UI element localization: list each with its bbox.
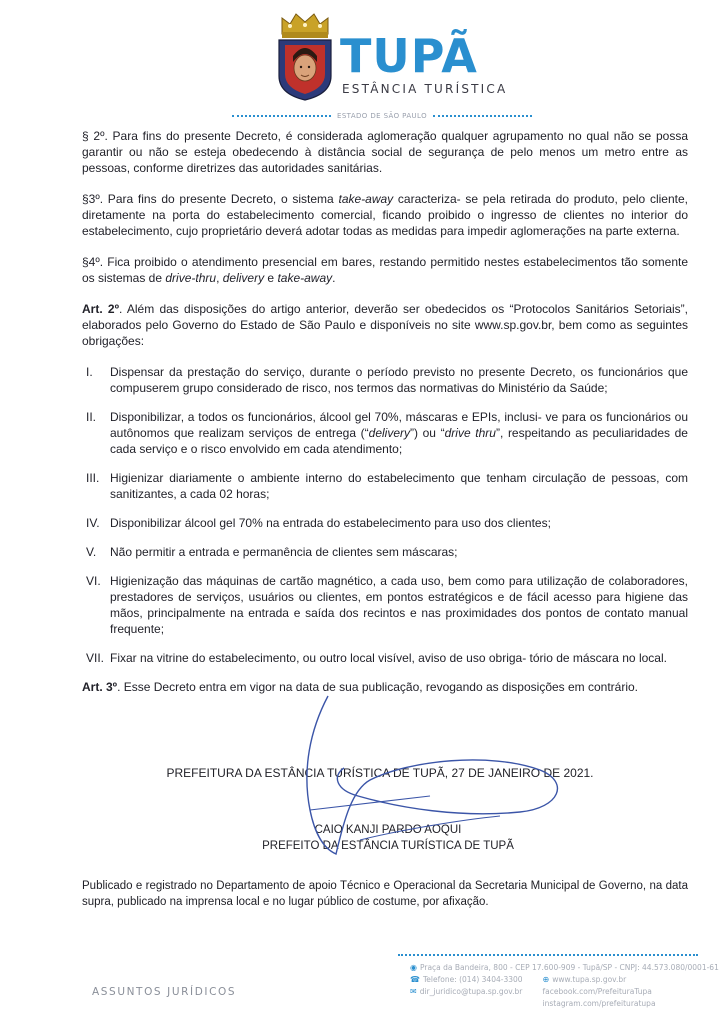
department-label: ASSUNTOS JURÍDICOS <box>92 986 237 998</box>
list-item <box>82 544 688 560</box>
phone: Telefone: (014) 3404-3300 <box>422 975 523 984</box>
paragraph-4-text: §4º. Fica proibido o atendimento presencial em bares, restando permitido nestes estabelecimentos tão somente os sistemas de <box>82 255 688 285</box>
list-item-text: Fixar na vitrine do estabelecimento, ou outro local visível, aviso de uso obriga- tório de máscara no local. <box>110 651 667 665</box>
list-item-text: Disponibilizar álcool gel 70% na entrada do estabelecimento para uso dos clientes; <box>110 516 551 530</box>
article-3-label: Art. 3º <box>82 680 118 694</box>
list-item-text: Higienizar diariamente o ambiente interno do estabelecimento que tenham circulação de pessoas, com sanitizantes, a cada 02 horas; <box>110 471 688 501</box>
paragraph-4-emphasis: delivery <box>222 271 265 285</box>
paragraph-4 <box>82 254 688 286</box>
list-item-text: Higienização das máquinas de cartão magnético, a cada uso, bem como para utilização de colaboradores, prestadores de serviços, usuários ou clientes, em pontos estratégicos e de fácil acesso para higiene das mãos, principalmente na entrada e saída dos recintos e nas proximidades dos pontos de contato manual frequente; <box>110 574 688 636</box>
website[interactable]: www.tupa.sp.gov.br <box>552 975 627 984</box>
contact-info <box>410 962 719 1010</box>
paragraph-3-text-end: caracteriza- se pela retirada do produto, pelo cliente, diretamente na porta do estabelecimento comercial, ficando proibido o ingresso de clientes no interior do estabelecimento, cujo proprietário deverá adotar todas as medidas para impedir aglomerações na parte externa. <box>82 192 688 238</box>
facebook-row <box>543 986 656 998</box>
paragraph-3 <box>82 191 688 239</box>
article-2-label: Art. 2º <box>82 302 119 316</box>
article-2 <box>82 301 688 349</box>
location-pin-icon: ◉ <box>410 963 417 972</box>
list-item-number: VI. <box>86 574 101 588</box>
instagram-row <box>543 998 656 1010</box>
address-row <box>410 962 719 974</box>
footer-divider <box>398 954 698 956</box>
signature-block <box>0 822 720 854</box>
list-item-number: V. <box>86 545 97 559</box>
paragraph-2: § 2º. Para fins do presente Decreto, é considerada aglomeração qualquer agrupamento no qual não se possa garantir ou não se esteja obedecendo à distância social de segurança de pelo menos um metro entre as pessoas, conforme diretrizes das autoridades sanitárias. <box>82 129 688 175</box>
paragraph-4-end: . <box>332 271 336 285</box>
list-item-number: IV. <box>86 516 100 530</box>
list-item-emphasis: drive thru <box>444 426 496 440</box>
brand-name: TUPÃ <box>340 29 478 83</box>
closing-line <box>0 766 720 780</box>
paragraph-4-emphasis: drive-thru <box>165 271 217 285</box>
email[interactable]: dir_juridico@tupa.sp.gov.br <box>419 987 523 996</box>
publication-note: Publicado e registrado no Departamento de apoio Técnico e Operacional da Secretaria Municipal de Governo, na data supra, publicado na imprensa local e no lugar público de costume, por afixação. <box>82 880 688 908</box>
paragraph-3-emphasis: take-away <box>338 192 394 206</box>
address: Praça da Bandeira, 800 - CEP 17.600-909 - Tupã/SP - CNPJ: 44.573.080/0001-61 <box>419 963 719 972</box>
contact-col-left <box>410 974 523 1010</box>
website-row <box>543 974 656 986</box>
decree-body <box>82 128 688 710</box>
phone-row <box>410 974 523 986</box>
contact-grid <box>410 974 719 1010</box>
list-item-number: III. <box>86 471 100 485</box>
list-item <box>82 650 688 666</box>
list-item-text: Dispensar da prestação do serviço, durante o período previsto no presente Decreto, os funcionários que compuserem grupo considerado de risco, nos termos das normativas do Ministério da Saúde; <box>110 365 688 395</box>
divider <box>232 115 331 117</box>
list-item-text-part: Disponibilizar, a todos os funcionários, álcool gel 70%, máscaras e EPIs, inclusi- ve para os funcionários ou autônomos que realizam serviços de entrega (“ <box>110 410 688 440</box>
brand <box>340 29 508 96</box>
brand-subtitle: ESTÂNCIA TURÍSTICA <box>342 82 508 96</box>
email-icon: ✉ <box>410 987 417 996</box>
list-item-text <box>106 409 688 457</box>
email-row <box>410 986 523 998</box>
paragraph-4-emphasis: take-away <box>277 271 333 285</box>
contact-col-right <box>543 974 656 1010</box>
article-3-text: . Esse Decreto entra em vigor na data de sua publicação, revogando as disposições em contrário. <box>117 680 639 694</box>
list-item-text-part: ”, respeitando as peculiaridades de cada serviço e o risco envolvido em cada atendimento; <box>110 426 688 456</box>
obligations-list <box>82 364 688 666</box>
crest-emblem <box>276 10 334 102</box>
signer-title: PREFEITO DA ESTÂNCIA TURÍSTICA DE TUPÃ <box>262 840 514 852</box>
list-item-number: VII. <box>86 651 105 665</box>
divider <box>433 115 532 117</box>
list-item <box>82 364 688 396</box>
web-icon: ⊕ <box>542 975 550 984</box>
letterhead <box>0 6 720 118</box>
paragraph-3-text: §3º. Para fins do presente Decreto, o sistema <box>82 192 339 206</box>
list-item <box>82 573 688 637</box>
facebook[interactable]: facebook.com/PrefeituraTupa <box>542 987 652 996</box>
article-3 <box>82 679 688 695</box>
list-item-emphasis: delivery <box>368 426 410 440</box>
list-item-text-part: ”) ou “ <box>410 426 445 440</box>
list-item-number: II. <box>86 410 97 424</box>
instagram[interactable]: instagram.com/prefeituratupa <box>542 999 656 1008</box>
paragraph-4-sep: , <box>216 271 223 285</box>
paragraph-4-sep: e <box>264 271 278 285</box>
state-label: ESTADO DE SÃO PAULO <box>337 112 427 120</box>
list-item <box>82 409 688 457</box>
list-item-text: Não permitir a entrada e permanência de clientes sem máscaras; <box>110 545 458 559</box>
article-2-text: . Além das disposições do artigo anterior, deverão ser obedecidos os “Protocolos Sanitários Setoriais”, elaborados pelo Governo do Estado de São Paulo e disponíveis no site www.sp.gov.br, bem como as seguintes obrigações: <box>82 302 688 348</box>
phone-icon: ☎ <box>410 975 420 984</box>
list-item <box>82 515 688 531</box>
list-item <box>82 470 688 502</box>
city-date: PREFEITURA DA ESTÂNCIA TURÍSTICA DE TUPÃ, 27 DE JANEIRO DE 2021. <box>166 766 594 780</box>
list-item-number: I. <box>86 365 93 379</box>
signer-name: CAIO KANJI PARDO AOQUI <box>314 824 462 836</box>
state-line <box>232 110 532 122</box>
